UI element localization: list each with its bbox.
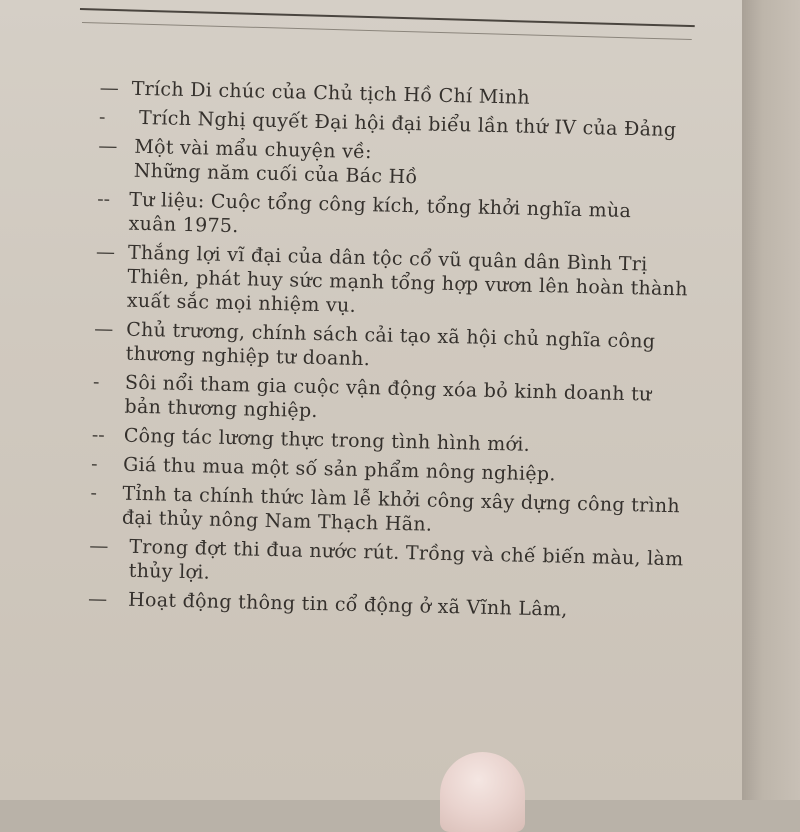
toc-entry xyxy=(93,317,704,379)
entry-dash: -- xyxy=(91,423,105,447)
entry-text: Trích Di chúc của Chủ tịch Hồ Chí Minh xyxy=(131,77,531,109)
entry-dash: - xyxy=(92,370,100,394)
entry-dash: — xyxy=(98,134,118,158)
toc-entry xyxy=(95,240,706,326)
entry-dash: - xyxy=(90,481,98,505)
entry-dash: — xyxy=(87,587,108,611)
toc-entry xyxy=(90,481,701,543)
table-of-contents xyxy=(88,76,710,630)
entry-dash: - xyxy=(90,452,98,476)
entry-text: Công tác lương thực trong tình hình mới. xyxy=(123,424,531,456)
entry-dash: -- xyxy=(96,187,111,211)
fingertip xyxy=(440,752,525,832)
entry-text: Tỉnh ta chính thức làm lễ khởi công xây dựng công trình đại thủy nông Nam Thạch Hãn. xyxy=(121,482,681,536)
page-edge xyxy=(742,0,800,800)
entry-text: Hoạt động thông tin cổ động ở xã Vĩnh Lâm, xyxy=(127,588,568,621)
toc-entry xyxy=(89,534,700,596)
entry-text: Trong đợt thi đua nước rút. Trồng và chế biến màu, làm thủy lợi. xyxy=(128,535,684,584)
toc-entry xyxy=(98,134,709,196)
entry-text: Tư liệu: Cuộc tổng công kích, tổng khởi nghĩa mùa xuân 1975. xyxy=(128,188,632,238)
entry-text: Sôi nổi tham gia cuộc vận động xóa bỏ kinh doanh tư bản thương nghiệp. xyxy=(124,371,652,423)
toc-entry xyxy=(92,370,703,432)
entry-dash: — xyxy=(89,534,109,558)
entry-dash: — xyxy=(99,76,119,100)
entry-text: Giá thu mua một số sản phẩm nông nghiệp. xyxy=(122,453,556,486)
entry-dash: - xyxy=(98,105,106,129)
entry-text: Thắng lợi vĩ đại của dân tộc cổ vũ quân dân Bình Trị Thiên, phát huy sức mạnh tổng hợp vươn lên hoàn thành xuất sắc mọi nhiệm vụ. xyxy=(126,241,688,317)
toc-entry xyxy=(96,187,707,249)
entry-dash: — xyxy=(95,240,116,264)
entry-text: Một vài mẩu chuyện về: Những năm cuối của Bác Hồ xyxy=(133,135,418,189)
entry-text: Chủ trương, chính sách cải tạo xã hội chủ nghĩa công thương nghiệp tư doanh. xyxy=(125,318,656,371)
entry-text: Trích Nghị quyết Đại hội đại biểu lần thứ IV của Đảng xyxy=(138,106,677,142)
entry-dash: — xyxy=(94,317,114,341)
